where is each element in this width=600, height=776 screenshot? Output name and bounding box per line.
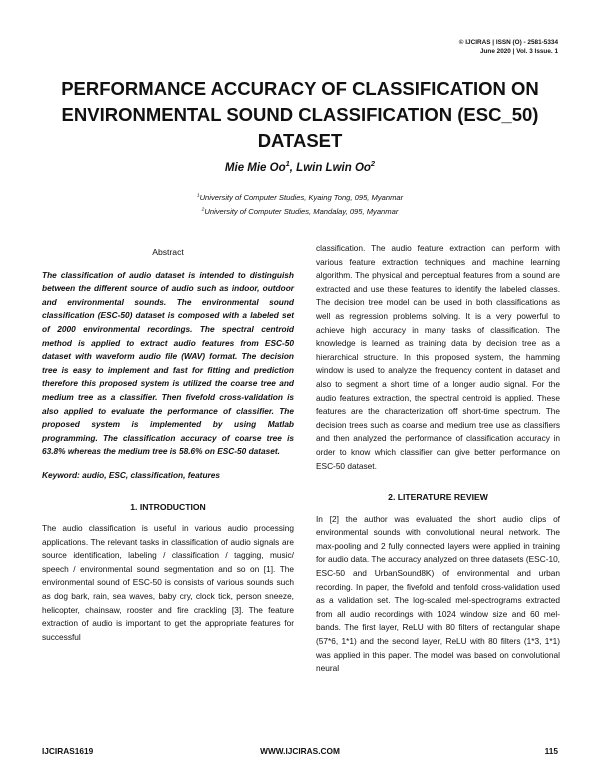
abstract-body: The classification of audio dataset is intended to distinguish between the different source of audio such as indoor, outdoor and environmental sounds. The environmental sound classification (ESC-50) dataset is composed with a labeled set of 2000 environmental recordings. The spectral centroid method is applied to extract audio features from ESC-50 dataset with waveform audio file (WAV) format. The decision tree is easy to implement and fast for fitting and prediction therefore this proposed system is utilized the coarse tree and medium tree as a classifier. Then fivefold cross-validation is also applied to evaluate the performance of classifier. The proposed system is implemented by using Matlab programming. The classification accuracy of coarse tree is 63.8% whereas the medium tree is 58.6% on ESC-50 dataset. xyxy=(42,269,294,457)
affiliation-1 xyxy=(0,193,600,202)
affiliation-1-sup: 1 xyxy=(196,193,200,199)
footer-website: WWW.IJCIRAS.COM xyxy=(260,746,340,756)
footer-paper-id: IJCIRAS1619 xyxy=(42,746,94,756)
introduction-heading: 1. INTRODUCTION xyxy=(130,501,206,512)
author-1-sup: 1 xyxy=(285,159,290,169)
introduction-body: The audio classification is useful in various audio processing applications. The relevant tasks in classification of audio signals are source identification, labeling / classification / tagging, music/ speech / environmental sound segmentation and so on [1]. The environmental sound of ESC-50 is consists of various sounds such as dog bark, rain, sea waves, baby cry, clock tick, person sneeze, helicopter, chainsaw, rooster and fire crackling [3]. The feature extraction of audio is important to get the appropriate features for successful xyxy=(42,523,294,642)
affiliation-1-text: University of Computer Studies, Kyaing Tong, 095, Myanmar xyxy=(199,193,404,202)
footer-page-number: 115 xyxy=(544,746,558,756)
paper-title: PERFORMANCE ACCURACY OF CLASSIFICATION ON ENVIRONMENTAL SOUND CLASSIFICATION (ESC_50) DATASET xyxy=(61,78,539,151)
keywords: Keyword: audio, ESC, classification, features xyxy=(42,469,220,480)
affiliation-2-text: University of Computer Studies, Mandalay, 095, Myanmar xyxy=(204,207,399,216)
literature-review-body: In [2] the author was evaluated the short audio clips of environmental sounds with convolutional neural network. The max-pooling and 2 fully connected layers were applied in training for audio data. The accuracy analyzed on three datasets (ESC-10, ESC-50 and UrbanSound8K) of environmental and urban recording. In paper, the fivefold and tenfold cross-validation used as a validation set. The log-scaled mel-spectrograms extracted from all audio recordings with 1024 window size and 60 mel-bands. The first layer, ReLU with 80 filters of rectangular shape (57*6, 1*1) and the second layer, ReLU with 80 filters (1*3, 1*1) was applied in this paper. The model was based on convolutional neural xyxy=(316,513,560,674)
affiliation-2-sup: 2 xyxy=(201,207,205,213)
author-2: Lwin Lwin Oo xyxy=(296,162,371,174)
affiliation-2 xyxy=(0,207,600,216)
literature-review-heading: 2. LITERATURE REVIEW xyxy=(388,492,488,503)
author-1: Mie Mie Oo xyxy=(224,162,286,174)
journal-issn: © IJCIRAS | ISSN (O) - 2581-5334 xyxy=(458,39,558,46)
abstract-heading: Abstract xyxy=(152,247,184,257)
left-column xyxy=(42,246,294,644)
author-line xyxy=(0,159,600,174)
introduction-continued: classification. The audio feature extraction can perform with various feature extraction techniques and machine learning algorithm. The physical and perceptual features from a sound are extracted and use these features to identify the labeled classes. The decision tree model can be used in both classifications as well as regression problems solving. It is a very powerful to achieve high accuracy in many tasks of classification. The knowledge is learned as training data by decision tree as a hierarchical structure. In this proposed system, the hamming window is used to analyze the frequency content in dataset and also to segment a short time of a longer audio signal. For the audio features extraction, the spectral centroid is applied. These features are the characterization off short-time spectrum. The decision trees such as coarse and medium tree use as classifiers and then analyzed the performance of classification accuracy in order to know which classifier can give better performance on ESC-50 dataset. xyxy=(316,243,560,471)
right-column xyxy=(316,242,560,676)
author-2-sup: 2 xyxy=(370,159,376,169)
journal-header xyxy=(459,38,558,56)
author-separator: , xyxy=(289,162,297,174)
journal-issue: June 2020 | Vol. 3 Issue. 1 xyxy=(479,48,558,55)
